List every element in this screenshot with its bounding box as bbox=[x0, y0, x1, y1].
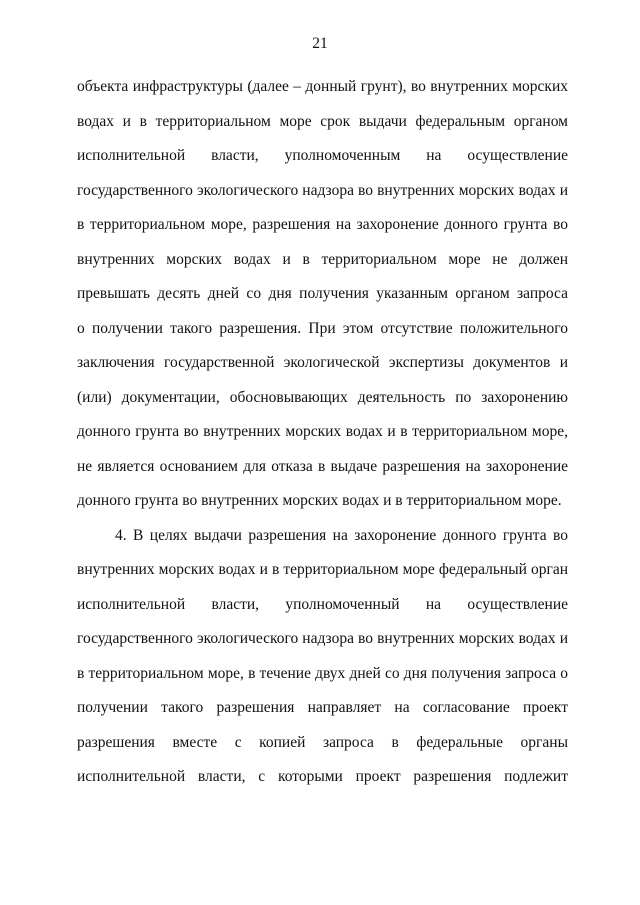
document-body bbox=[77, 70, 568, 795]
paragraph-1 bbox=[77, 70, 568, 519]
text-line: о получении такого разрешения. При этом отсутствие положительного bbox=[77, 319, 568, 337]
text-line: исполнительной власти, уполномоченным на осуществление bbox=[77, 147, 568, 164]
text-line: (или) документации, обосновывающих деятельность по захоронению bbox=[77, 388, 568, 406]
text-line: в территориальном море, разрешения на захоронение донного грунта во bbox=[77, 216, 568, 233]
paragraph-2 bbox=[77, 519, 568, 795]
text-line: внутренних морских водах и в территориальном море не должен bbox=[77, 250, 568, 268]
text-line: объекта инфраструктуры (далее – донный грунт), во внутренних морских bbox=[77, 78, 568, 95]
text-line: исполнительной власти, уполномоченный на осуществление bbox=[77, 595, 568, 613]
page-number: 21 bbox=[312, 35, 328, 52]
text-line: государственного экологического надзора во внутренних морских водах и bbox=[77, 181, 568, 199]
text-line: заключения государственной экологической экспертизы документов и bbox=[77, 354, 568, 371]
text-line: превышать десять дней со дня получения указанным органом запроса bbox=[77, 285, 568, 302]
text-line: разрешения вместе с копией запроса в федеральные органы bbox=[77, 733, 568, 751]
text-line: донного грунта во внутренних морских водах и в территориальном море. bbox=[77, 492, 562, 509]
text-line: государственного экологического надзора во внутренних морских водах и bbox=[77, 630, 568, 647]
text-line: донного грунта во внутренних морских водах и в территориальном море, bbox=[77, 423, 568, 440]
text-line: в территориальном море, в течение двух дней со дня получения запроса о bbox=[77, 664, 568, 682]
text-line: получении такого разрешения направляет на согласование проект bbox=[77, 699, 568, 716]
text-line: исполнительной власти, с которыми проект разрешения подлежит bbox=[77, 768, 568, 785]
text-line: 4. В целях выдачи разрешения на захоронение донного грунта во bbox=[115, 526, 568, 544]
text-line: внутренних морских водах и в территориальном море федеральный орган bbox=[77, 561, 568, 578]
text-line: водах и в территориальном море срок выдачи федеральным органом bbox=[77, 112, 568, 130]
text-line: не является основанием для отказа в выдаче разрешения на захоронение bbox=[77, 457, 568, 475]
